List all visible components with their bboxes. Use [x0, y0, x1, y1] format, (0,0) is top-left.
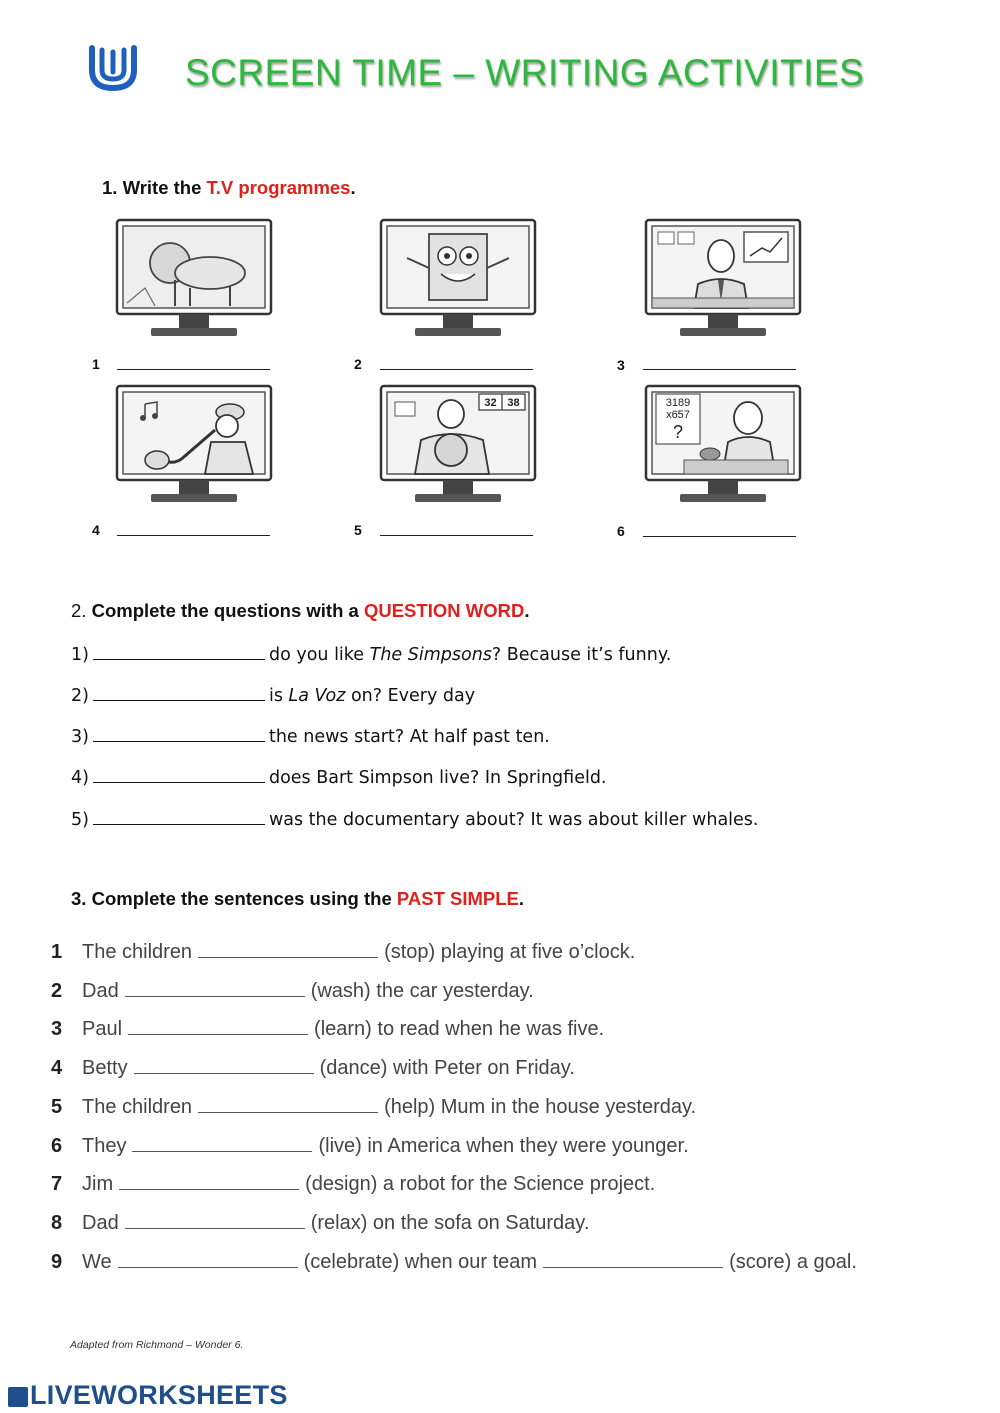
question-blank-3[interactable]: [93, 725, 265, 742]
section2-highlight: QUESTION WORD: [363, 600, 525, 621]
tv-answer-line-1[interactable]: [117, 369, 270, 370]
section1-text: Write the: [122, 177, 207, 198]
section1-highlight: T.V programmes: [206, 177, 351, 198]
source-credit: Adapted from Richmond – Wonder 6.: [70, 1339, 244, 1351]
sentence-rest-2: (score) a goal.: [729, 1251, 857, 1273]
section1-number: 1.: [102, 177, 118, 198]
tv-quiz-icon: [644, 384, 802, 506]
sentence-subject: The children: [82, 1096, 193, 1118]
sentence-1: [0, 941, 1000, 967]
sentence-blank-7[interactable]: [119, 1175, 299, 1190]
question-answer: ? Because it’s funny.: [491, 645, 672, 665]
sentence-subject: Dad: [82, 1212, 119, 1234]
sentence-rest: (celebrate) when our team: [303, 1251, 538, 1273]
question-5: [71, 808, 758, 830]
section3-heading: [71, 888, 524, 910]
question-number: 1): [71, 645, 89, 665]
section1-end: .: [350, 177, 356, 198]
section3-highlight: PAST SIMPLE: [396, 888, 519, 909]
question-text: the news start? At half past ten.: [268, 727, 550, 747]
tv-cartoon-icon: [379, 218, 537, 340]
tv-music-icon: [115, 384, 273, 506]
tv-answer-line-4[interactable]: [117, 535, 270, 536]
sentence-number: 2: [51, 980, 63, 1002]
question-number: 3): [71, 727, 89, 747]
sentence-blank-9b[interactable]: [543, 1253, 723, 1268]
question-text: is: [268, 686, 289, 706]
sentence-3: [0, 1018, 1000, 1044]
sentence-8: [0, 1212, 1000, 1238]
sentence-subject: They: [82, 1135, 127, 1157]
tv-answer-line-5[interactable]: [380, 535, 533, 536]
sentence-9: [0, 1251, 1000, 1277]
question-blank-4[interactable]: [93, 766, 265, 783]
tv-number-6: 6: [617, 523, 625, 539]
sentence-number: 7: [51, 1173, 63, 1195]
question-text: do you like: [268, 645, 370, 665]
sentence-subject: Dad: [82, 980, 119, 1002]
question-number: 4): [71, 768, 89, 788]
question-blank-1[interactable]: [93, 643, 265, 660]
sentence-blank-8[interactable]: [125, 1214, 305, 1229]
question-text: was the documentary about? It was about killer whales.: [268, 810, 759, 830]
liveworksheets-icon: [8, 1387, 28, 1407]
sentence-number: 4: [51, 1057, 63, 1079]
sentence-rest: (learn) to read when he was five.: [314, 1018, 605, 1040]
question-number: 2): [71, 686, 89, 706]
sentence-blank-3[interactable]: [128, 1020, 308, 1035]
tv-lion-icon: [115, 218, 273, 340]
tv-number-3: 3: [617, 357, 625, 373]
sentence-rest: (relax) on the sofa on Saturday.: [310, 1212, 590, 1234]
question-3: [71, 725, 550, 747]
sentence-number: 5: [51, 1096, 63, 1118]
question-1: [71, 643, 671, 665]
brand-logo: [8, 1380, 288, 1411]
sentence-rest: (stop) playing at five o’clock.: [384, 941, 636, 963]
section3-number: 3.: [71, 888, 87, 909]
sentence-blank-2[interactable]: [125, 982, 305, 997]
sentence-number: 1: [51, 941, 63, 963]
sentence-5: [0, 1096, 1000, 1122]
sentence-blank-9a[interactable]: [118, 1253, 298, 1268]
sentence-number: 9: [51, 1251, 63, 1273]
sentence-subject: Paul: [82, 1018, 123, 1040]
score-home: 32: [484, 397, 497, 409]
sentence-blank-1[interactable]: [198, 943, 378, 958]
tv-news-icon: [644, 218, 802, 340]
sentence-subject: Betty: [82, 1057, 128, 1079]
quiz-line2: x657: [666, 409, 690, 421]
question-2: [71, 684, 475, 706]
sentence-number: 6: [51, 1135, 63, 1157]
sentence-2: [0, 980, 1000, 1006]
question-4: [71, 766, 607, 788]
tv-answer-line-2[interactable]: [380, 369, 533, 370]
tv-number-5: 5: [354, 522, 362, 538]
sentence-blank-5[interactable]: [198, 1098, 378, 1113]
question-blank-5[interactable]: [93, 808, 265, 825]
question-answer: on? Every day: [345, 686, 476, 706]
sentence-rest: (design) a robot for the Science project.: [305, 1173, 656, 1195]
section2-number: 2.: [71, 600, 87, 621]
section3-end: .: [518, 888, 525, 909]
quiz-mark: ?: [672, 422, 684, 442]
u-logo-icon: [86, 40, 140, 94]
score-away: 38: [507, 397, 520, 409]
section1-heading: [102, 177, 356, 199]
sentence-4: [0, 1057, 1000, 1083]
tv-number-2: 2: [354, 356, 362, 372]
section2-end: .: [524, 600, 530, 621]
sentence-subject: The children: [82, 941, 193, 963]
sentence-7: [0, 1173, 1000, 1199]
page-title: SCREEN TIME – WRITING ACTIVITIES: [185, 52, 865, 93]
question-blank-2[interactable]: [93, 684, 265, 701]
sentence-blank-6[interactable]: [132, 1137, 312, 1152]
sentence-rest: (wash) the car yesterday.: [310, 980, 534, 1002]
tv-sports-icon: [379, 384, 537, 506]
sentence-blank-4[interactable]: [134, 1059, 314, 1074]
section3-text: Complete the sentences using the: [91, 888, 397, 909]
sentence-rest: (dance) with Peter on Friday.: [319, 1057, 575, 1079]
tv-number-1: 1: [92, 356, 100, 372]
sentence-subject: We: [82, 1251, 112, 1273]
section2-heading: [71, 600, 529, 622]
quiz-line1: 3189: [665, 397, 691, 409]
sentence-number: 3: [51, 1018, 63, 1040]
sentence-rest: (help) Mum in the house yesterday.: [384, 1096, 697, 1118]
section2-text: Complete the questions with a: [91, 600, 364, 621]
tv-number-4: 4: [92, 522, 100, 538]
question-italic: The Simpsons: [369, 645, 492, 665]
sentence-subject: Jim: [82, 1173, 114, 1195]
question-number: 5): [71, 810, 89, 830]
question-text: does Bart Simpson live? In Springfield.: [268, 768, 607, 788]
sentence-number: 8: [51, 1212, 63, 1234]
brand-text: LIVEWORKSHEETS: [30, 1380, 288, 1410]
sentence-rest: (live) in America when they were younger.: [318, 1135, 689, 1157]
sentence-6: [0, 1135, 1000, 1161]
question-italic: La Voz: [288, 686, 346, 706]
tv-answer-line-6[interactable]: [643, 536, 796, 537]
tv-answer-line-3[interactable]: [643, 369, 796, 370]
